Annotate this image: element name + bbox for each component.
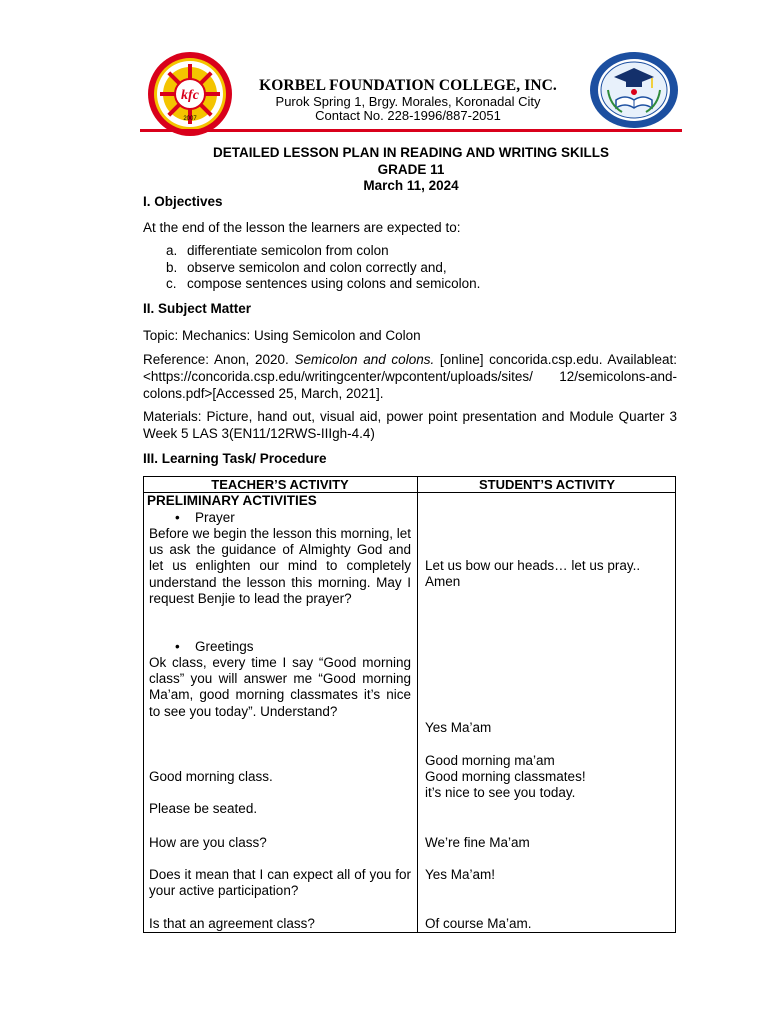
objective-text: observe semicolon and colon correctly and, [187,260,447,275]
lesson-date: March 11, 2024 [363,178,459,193]
grade-level: GRADE 11 [377,162,445,177]
college-contact: Contact No. 228-1996/887-2051 [315,108,501,123]
student-agreement-response: Of course Ma’am. [425,916,532,931]
kfc-seal-initials: kfc [181,88,199,103]
column-header-student: STUDENT’S ACTIVITY [478,477,616,492]
teacher-how-are-you: How are you class? [149,835,267,850]
bullet-icon: • [175,639,180,654]
teacher-agreement: Is that an agreement class? [149,916,315,931]
reference-title: Semicolon and colons. [294,352,435,367]
college-of-teacher-education-seal-icon [588,50,680,130]
procedure-heading: III. Learning Task/ Procedure [143,451,327,466]
college-name: KORBEL FOUNDATION COLLEGE, INC. [259,77,557,94]
objective-item [166,276,480,291]
subject-topic: Topic: Mechanics: Using Semicolon and Colon [143,328,421,343]
student-greetings-response: Yes Ma’am [425,720,492,735]
teacher-be-seated: Please be seated. [149,801,258,816]
objectives-intro: At the end of the lesson the learners are expected to: [143,220,461,235]
student-prayer-response: Let us bow our heads… let us pray.. Amen [425,558,641,590]
teacher-prayer-text: Before we begin the lesson this morning, let us ask the guidance of Almighty God and let us enlighten our mind to completely understand the lesson this morning. May I request Benjie to lead the prayer? [149,526,411,606]
objective-text: compose sentences using colons and semicolon. [187,276,481,291]
kfc-seal-year: 2007 [183,116,197,122]
subject-reference [143,351,677,402]
teacher-participation: Does it mean that I can expect all of you for your active participation? [149,867,411,899]
teacher-good-morning: Good morning class. [149,769,273,784]
prayer-label: Prayer [195,510,235,525]
objective-item [166,260,447,275]
objectives-heading: I. Objectives [143,194,223,209]
column-header-teacher: TEACHER’S ACTIVITY [211,477,349,492]
objective-marker: c. [166,276,177,291]
objective-item [166,243,389,258]
bullet-icon: • [175,510,180,525]
bullet-greetings [175,639,254,654]
reference-prefix: Reference: Anon, 2020. [143,352,295,367]
subject-matter-heading: II. Subject Matter [143,301,252,316]
student-participation-response: Yes Ma’am! [425,867,496,882]
greetings-label: Greetings [195,639,254,654]
objective-marker: b. [166,260,178,275]
section-preliminary-activities: PRELIMINARY ACTIVITIES [147,493,317,508]
objective-marker: a. [166,243,178,258]
bullet-prayer [175,510,235,525]
reference-suffix: [online] concorida.csp.edu. Availableat:<https://concorida.csp.edu/writingcenter/wpcontent/uploads/sites/ 12/semicolons-and-colons.pdf>[Accessed 25, March, 2021]. [143,352,677,401]
objective-text: differentiate semicolon from colon [187,243,389,258]
teacher-greetings-text: Ok class, every time I say “Good morning class” you will answer me “Good morning Ma’am, good morning classmates it’s nice to see you today”. Understand? [149,655,411,719]
college-address: Purok Spring 1, Brgy. Morales, Koronadal City [275,94,541,109]
table-column-divider [417,476,418,933]
lesson-plan-title: DETAILED LESSON PLAN IN READING AND WRITING SKILLS [212,145,609,160]
header-divider [140,129,682,132]
subject-materials: Materials: Picture, hand out, visual aid, power point presentation and Module Quarter 3 Week 5 LAS 3(EN11/12RWS-IIIgh-4.4) [143,409,677,441]
student-good-morning-response: Good morning ma’am Good morning classmates! it’s nice to see you today. [425,753,586,801]
kfc-seal-icon [146,50,234,138]
student-how-are-you-response: We’re fine Ma’am [425,835,530,850]
